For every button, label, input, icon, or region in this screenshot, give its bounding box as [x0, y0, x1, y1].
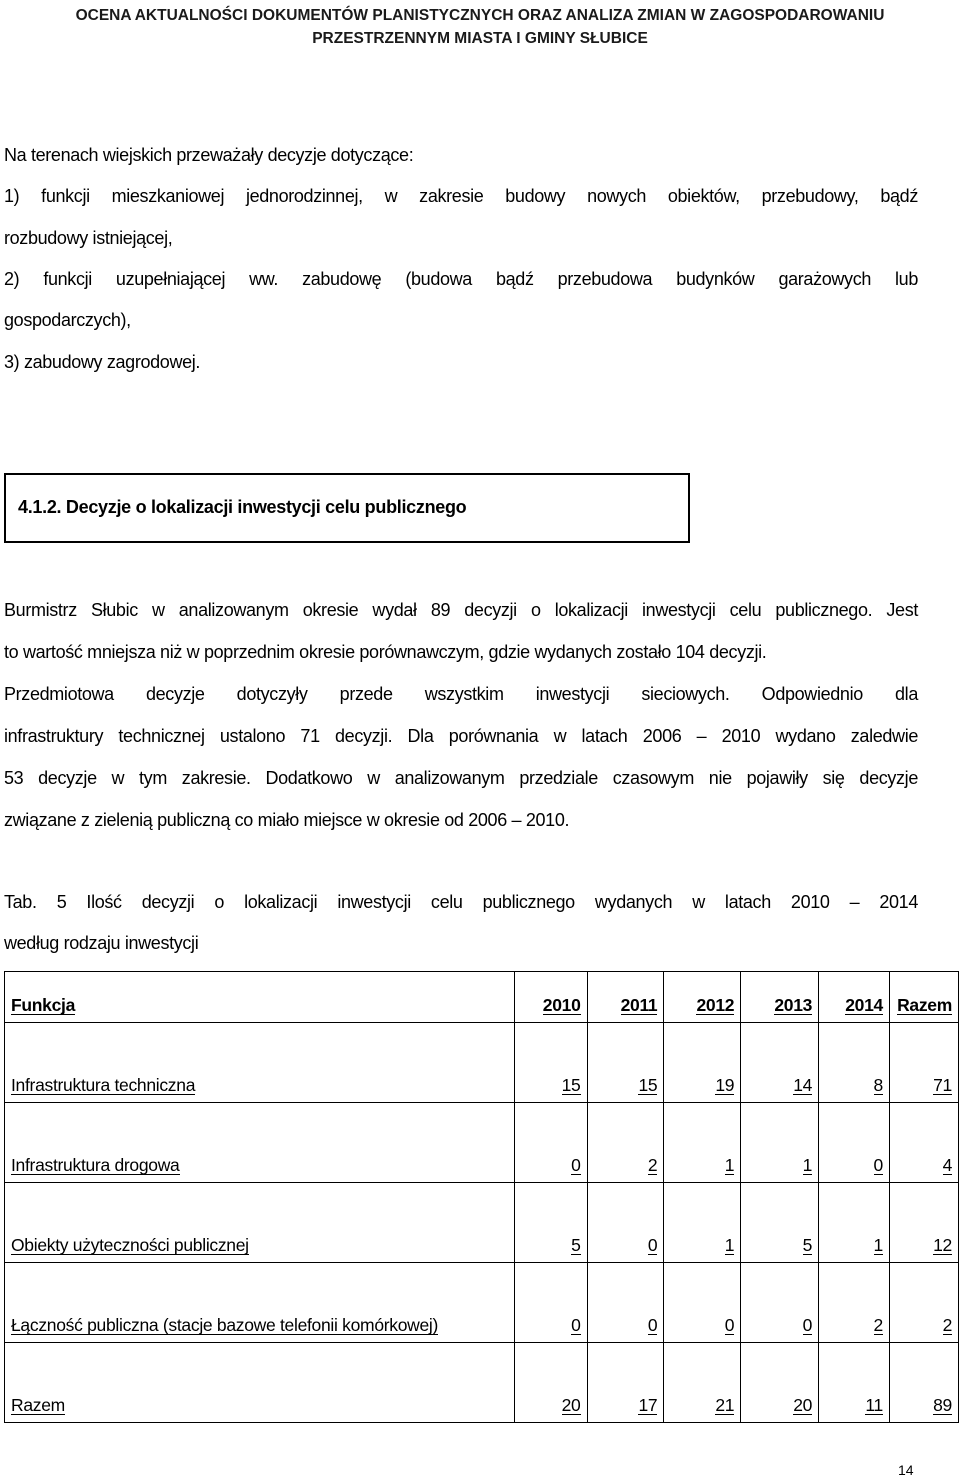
table-row [5, 1263, 959, 1343]
table-row [5, 1023, 959, 1103]
table-caption-line-1: Tab. 5 Ilość decyzji o lokalizacji inwestycji celu publicznego wydanych w latach 2010 – 2014 [4, 892, 918, 912]
cell: 89 [889, 1343, 958, 1423]
section-heading-box [4, 473, 690, 543]
cell: 0 [514, 1263, 587, 1343]
cell: 1 [664, 1103, 741, 1183]
decisions-table [4, 971, 959, 1423]
body-line-3: Przedmiotowa decyzje dotyczyły przede wszystkim inwestycji sieciowych. Odpowiednio dla [4, 684, 918, 704]
header-razem: Razem [889, 972, 958, 1023]
list-item-1-line-2: rozbudowy istniejącej, [4, 228, 173, 248]
cell: 12 [889, 1183, 958, 1263]
page-number: 14 [898, 1462, 914, 1478]
list-item-1-line-1: 1) funkcji mieszkaniowej jednorodzinnej, w zakresie budowy nowych obiektów, przebudowy, bądź [4, 186, 918, 206]
table-row [5, 1103, 959, 1183]
cell: 0 [664, 1263, 741, 1343]
header-2011: 2011 [587, 972, 664, 1023]
body-line-4: infrastruktury technicznej ustalono 71 decyzji. Dla porównania w latach 2006 – 2010 wydano zaledwie [4, 726, 918, 746]
table-header-row [5, 972, 959, 1023]
table-row [5, 1183, 959, 1263]
list-item-3: 3) zabudowy zagrodowej. [4, 352, 201, 372]
cell: 15 [587, 1023, 664, 1103]
cell: 14 [741, 1023, 819, 1103]
header-2010: 2010 [514, 972, 587, 1023]
cell: 71 [889, 1023, 958, 1103]
cell: 2 [587, 1103, 664, 1183]
body-line-2: to wartość mniejsza niż w poprzednim okresie porównawczym, gdzie wydanych zostało 104 decyzji. [4, 642, 767, 662]
cell: 5 [741, 1183, 819, 1263]
cell: 0 [514, 1103, 587, 1183]
body-line-1: Burmistrz Słubic w analizowanym okresie wydał 89 decyzji o lokalizacji inwestycji celu publicznego. Jest [4, 600, 918, 620]
body-line-6: związane z zielenią publiczną co miało miejsce w okresie od 2006 – 2010. [4, 810, 570, 830]
cell: 0 [587, 1263, 664, 1343]
list-item-2-line-2: gospodarczych), [4, 310, 131, 330]
cell: 2 [819, 1263, 890, 1343]
cell: 11 [819, 1343, 890, 1423]
cell: 5 [514, 1183, 587, 1263]
table-row [5, 1343, 959, 1423]
cell: 20 [741, 1343, 819, 1423]
cell: 8 [819, 1023, 890, 1103]
cell: 1 [741, 1103, 819, 1183]
cell: 20 [514, 1343, 587, 1423]
section-title: 4.1.2. Decyzje o lokalizacji inwestycji celu publicznego [18, 497, 467, 517]
intro-lead: Na terenach wiejskich przeważały decyzje dotyczące: [4, 145, 414, 165]
row-label: Razem [5, 1343, 515, 1423]
cell: 4 [889, 1103, 958, 1183]
header-2014: 2014 [819, 972, 890, 1023]
row-label: Infrastruktura techniczna [5, 1023, 515, 1103]
cell: 0 [741, 1263, 819, 1343]
cell: 0 [819, 1103, 890, 1183]
cell: 0 [587, 1183, 664, 1263]
row-label: Obiekty użyteczności publicznej [5, 1183, 515, 1263]
header-funkcja: Funkcja [5, 972, 515, 1023]
cell: 2 [889, 1263, 958, 1343]
header-2013: 2013 [741, 972, 819, 1023]
cell: 1 [819, 1183, 890, 1263]
cell: 21 [664, 1343, 741, 1423]
cell: 1 [664, 1183, 741, 1263]
list-item-2-line-1: 2) funkcji uzupełniającej ww. zabudowę (budowa bądź przebudowa budynków garażowych lub [4, 269, 918, 289]
cell: 19 [664, 1023, 741, 1103]
row-label: Infrastruktura drogowa [5, 1103, 515, 1183]
table-caption-line-2: według rodzaju inwestycji [4, 933, 199, 953]
document-header [0, 4, 960, 50]
cell: 15 [514, 1023, 587, 1103]
row-label: Łączność publiczna (stacje bazowe telefonii komórkowej) [5, 1263, 515, 1343]
header-line-2: PRZESTRZENNYM MIASTA I GMINY SŁUBICE [312, 30, 648, 47]
header-2012: 2012 [664, 972, 741, 1023]
body-line-5: 53 decyzje w tym zakresie. Dodatkowo w analizowanym przedziale czasowym nie pojawiły się decyzje [4, 768, 918, 788]
header-line-1: OCENA AKTUALNOŚCI DOKUMENTÓW PLANISTYCZNYCH ORAZ ANALIZA ZMIAN W ZAGOSPODAROWANIU [75, 7, 885, 24]
cell: 17 [587, 1343, 664, 1423]
